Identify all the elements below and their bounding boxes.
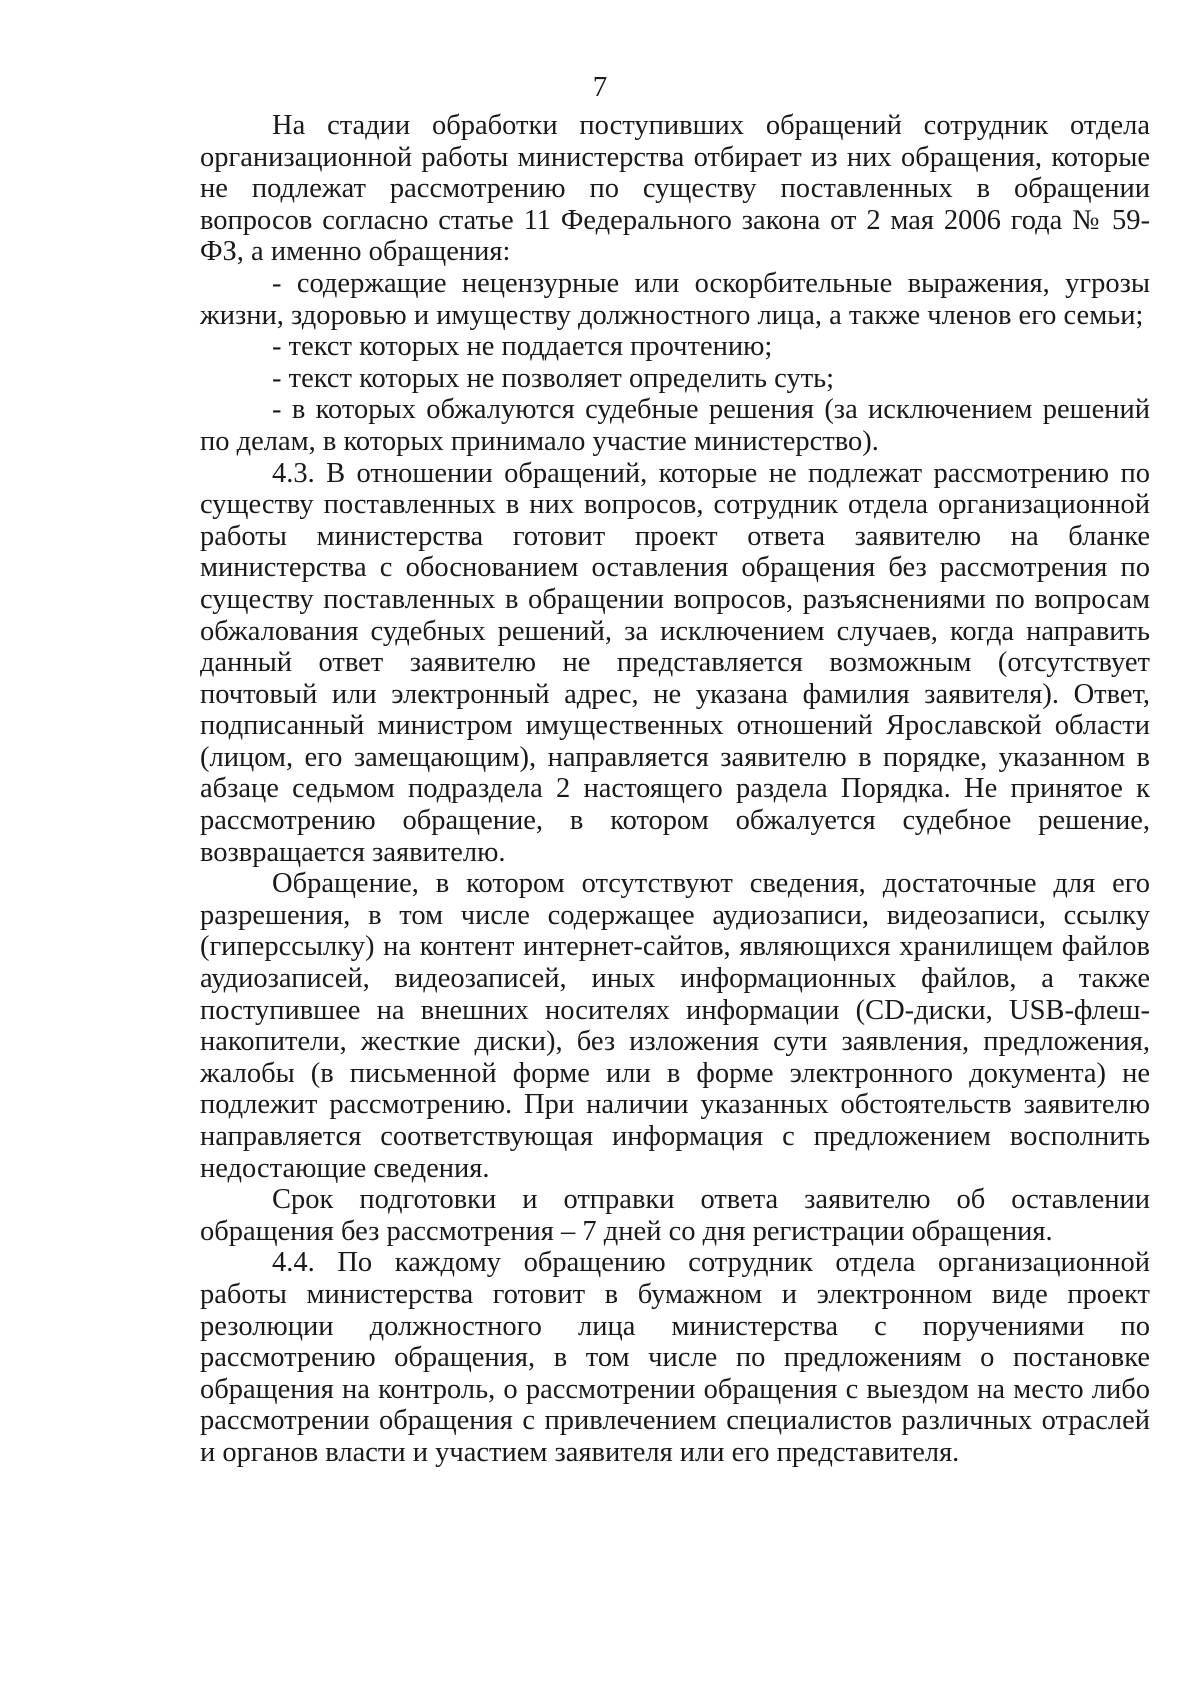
paragraph-insufficient-info: Обращение, в котором отсутствуют сведения, достаточные для его разрешения, в том числе содержащее аудиозаписи, видеозаписи, ссылку (гиперссылку) на контент интернет-сайтов, являющихся хранилищем файлов аудиозаписей, видеозаписей, иных информационных файлов, а также поступившее на внешних носителях информации (CD-диски, USB-флеш-накопители, жесткие диски), без изложения сути заявления, предложения, жалобы (в письменной форме или в форме электронного документа) не подлежит рассмотрению. При наличии указанных обстоятельств заявителю направляется соответствующая информация с предложением восполнить недостающие сведения.: [200, 868, 1150, 1184]
list-item-no-essence: - текст которых не позволяет определить суть;: [272, 362, 835, 394]
list-item-obscene: - содержащие нецензурные или оскорбительные выражения, угрозы жизни, здоровью и имуществу должностного лица, а также членов его семьи;: [200, 267, 1150, 331]
paragraph-4-3: 4.3. В отношении обращений, которые не подлежат рассмотрению по существу поставленных в них вопросов, сотрудник отдела организационной работы министерства готовит проект ответа заявителю на бланке министерства с обоснованием оставления обращения без рассмотрения по существу поставленных в обращении вопросов, разъяснениями по вопросам обжалования судебных решений, за исключением случаев, когда направить данный ответ заявителю не представляется возможным (отсутствует почтовый или электронный адрес, не указана фамилия заявителя). Ответ, подписанный министром имущественных отношений Ярославской области (лицом, его замещающим), направляется заявителю в порядке, указанном в абзаце седьмом подраздела 2 настоящего раздела Порядка. Не принятое к рассмотрению обращение, в котором обжалуется судебное решение, возвращается заявителю.: [200, 457, 1150, 868]
paragraph-deadline: Срок подготовки и отправки ответа заявителю об оставлении обращения без рассмотрения – 7 дней со дня регистрации обращения.: [200, 1184, 1150, 1247]
list-item-court-decisions: - в которых обжалуются судебные решения (за исключением решений по делам, в которых принимало участие министерство).: [200, 394, 1150, 457]
paragraph-4-4: 4.4. По каждому обращению сотрудник отдела организационной работы министерства готовит в бумажном и электронном виде проект резолюции должностного лица министерства с поручениями по рассмотрению обращения, в том числе по предложениям о постановке обращения на контроль, о рассмотрении обращения с выездом на место либо рассмотрении обращения с привлечением специалистов различных отраслей и органов власти и участием заявителя или его представителя.: [200, 1247, 1150, 1468]
page-number: 7: [592, 71, 608, 103]
list-item-unreadable: - текст которых не поддается прочтению;: [272, 331, 773, 363]
document-body: [200, 110, 1150, 1469]
paragraph-intro: На стадии обработки поступивших обращений сотрудник отдела организационной работы министерства отбирает из них обращения, которые не подлежат рассмотрению по существу поставленных в обращении вопросов согласно статье 11 Федерального закона от 2 мая 2006 года № 59-ФЗ, а именно обращения:: [200, 110, 1150, 268]
